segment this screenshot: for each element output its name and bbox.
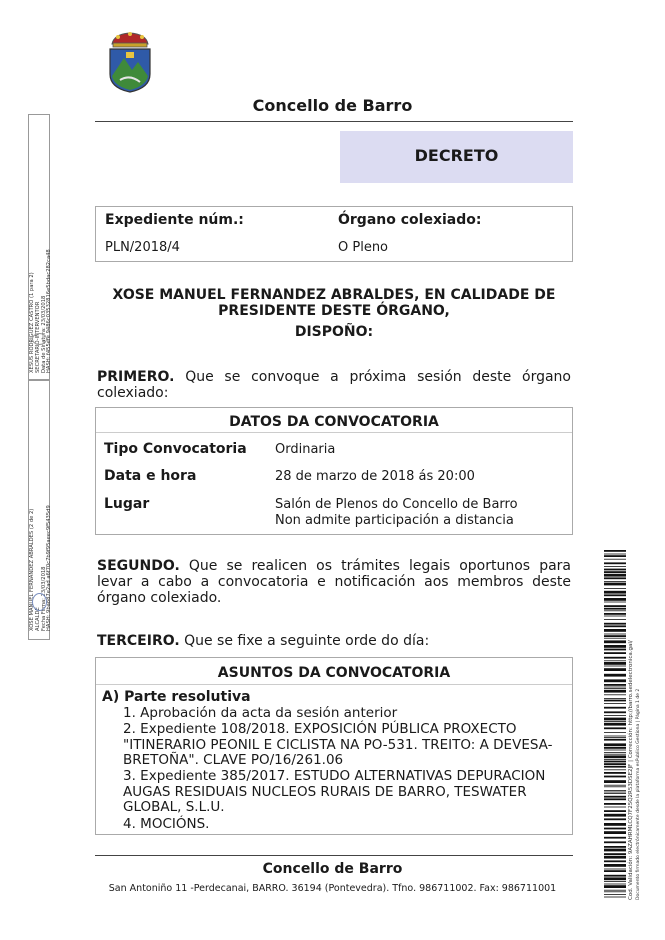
barcode-bar xyxy=(604,803,626,805)
sig2-date: Fecha Firma: 23/03/2018 xyxy=(41,566,47,631)
barcode-bar xyxy=(604,588,626,589)
header-divider xyxy=(95,121,573,122)
barcode-bar xyxy=(604,629,626,632)
barcode-bar xyxy=(604,598,626,601)
barcode-bar xyxy=(604,566,626,567)
barcode-bar xyxy=(604,790,626,791)
barcode-bar xyxy=(604,594,626,596)
barcode-bar xyxy=(604,649,626,651)
barcode-bar xyxy=(604,555,626,557)
barcode-bar xyxy=(604,562,626,564)
barcode-bar xyxy=(604,698,626,699)
barcode-bar xyxy=(604,891,626,892)
barcode-bar xyxy=(604,571,626,573)
barcode-bar xyxy=(604,856,626,859)
barcode-bar xyxy=(604,652,626,654)
barcode-bar xyxy=(604,759,626,760)
barcode-bar xyxy=(604,890,626,891)
barcode-bar xyxy=(604,602,626,603)
barcode-bar xyxy=(604,853,626,855)
data-hora-label: Data e hora xyxy=(104,468,197,484)
validation-note: Documento firmado electrónicamente desde la plataforma esPublico Gestiona | Página 1 de 2 xyxy=(636,688,641,900)
asuntos-title: ASUNTOS DA CONVOCATORIA xyxy=(217,665,451,681)
agenda-item-4: 4. MOCIÓNS. xyxy=(123,816,210,832)
barcode-bar xyxy=(604,635,626,637)
sig2-role: ALCALDE xyxy=(35,607,41,631)
barcode-bar xyxy=(604,780,626,783)
barcode-bar xyxy=(604,761,626,763)
signature-box-2 xyxy=(28,380,50,640)
barcode-bar xyxy=(604,849,626,852)
barcode-bar xyxy=(604,796,626,798)
segundo-paragraph xyxy=(97,558,571,606)
barcode-bar xyxy=(604,885,626,888)
sig2-hash: HASH: 9ba887e2ad a6f70c7b9f95aeec9f5435d9 xyxy=(46,505,52,631)
barcode-icon xyxy=(604,550,626,900)
barcode-bar xyxy=(604,700,626,702)
convocatoria-divider xyxy=(96,432,572,433)
header-title: Concello de Barro xyxy=(252,96,413,115)
validation-code: Cod. Validación: 9AZAHRMLCQ7F25Q2R53DSE2JF | Corrección: http://barro.sedelectronica.gal/ xyxy=(628,640,634,900)
barcode-bar xyxy=(604,750,626,751)
primero-paragraph xyxy=(97,369,571,401)
agenda-item-3: 3. Expediente 385/2017. ESTUDO ALTERNATIVAS DEPURACION AUGAS RESIDUAIS NUCLEOS RURAIS DE BARRO, TESWATER GLOBAL, S.L.U. xyxy=(123,768,546,815)
barcode-bar xyxy=(604,569,626,571)
expediente-value: PLN/2018/4 xyxy=(105,240,180,255)
barcode-bar xyxy=(604,736,626,737)
asuntos-section-heading: A) Parte resolutiva xyxy=(102,689,251,705)
tercero-heading: TERCEIRO. xyxy=(97,633,180,649)
primero-heading: PRIMERO. xyxy=(97,369,175,385)
barcode-bar xyxy=(604,694,626,695)
barcode-bar xyxy=(604,623,626,625)
barcode-bar xyxy=(604,638,626,639)
barcode-bar xyxy=(604,662,626,665)
barcode-bar xyxy=(604,619,626,620)
barcode-bar xyxy=(604,581,626,582)
barcode-bar xyxy=(604,559,626,560)
barcode-bar xyxy=(604,828,626,830)
barcode-bar xyxy=(604,785,626,786)
barcode-bar xyxy=(604,807,626,808)
barcode-bar xyxy=(604,711,626,713)
barcode-bar xyxy=(604,737,626,738)
barcode-bar xyxy=(604,577,626,579)
barcode-bar xyxy=(604,634,626,635)
barcode-bar xyxy=(604,793,626,794)
organ-label: Órgano colexiado: xyxy=(338,212,482,228)
barcode-bar xyxy=(604,721,626,722)
barcode-bar xyxy=(604,875,626,877)
barcode-bar xyxy=(604,772,626,774)
barcode-bar xyxy=(604,674,626,677)
barcode-bar xyxy=(604,732,626,733)
barcode-bar xyxy=(604,776,626,778)
expediente-table xyxy=(95,206,573,262)
sig1-role: SECRETARIO-INTERVENTOR xyxy=(35,301,41,373)
barcode-bar xyxy=(604,766,626,768)
lugar-value: Salón de Plenos do Concello de Barro xyxy=(275,497,518,512)
barcode-bar xyxy=(604,763,626,765)
barcode-bar xyxy=(604,860,626,862)
barcode-bar xyxy=(604,831,626,834)
barcode-bar xyxy=(604,823,626,826)
barcode-bar xyxy=(604,668,626,671)
lugar-note: Non admite participación a distancia xyxy=(275,513,514,528)
barcode-bar xyxy=(604,881,626,882)
sig1-seal-icon xyxy=(32,333,47,345)
barcode-bar xyxy=(604,818,626,820)
segundo-heading: SEGUNDO. xyxy=(97,558,180,574)
intro-line-2: PRESIDENTE DESTE ÓRGANO, xyxy=(218,303,450,319)
barcode-bar xyxy=(604,640,626,643)
sig1-date: Data de Sinatura: 23/03/2018 xyxy=(41,295,47,373)
barcode-bar xyxy=(604,752,626,753)
barcode-bar xyxy=(604,877,626,880)
disposes-heading: DISPOÑO: xyxy=(294,324,374,340)
barcode-bar xyxy=(604,769,626,770)
tipo-convocatoria-label: Tipo Convocatoria xyxy=(104,441,247,457)
barcode-bar xyxy=(604,884,626,885)
tercero-paragraph xyxy=(97,633,571,649)
barcode-bar xyxy=(604,894,626,895)
tercero-text: Que se fixe a seguinte orde do día: xyxy=(184,633,430,649)
barcode-bar xyxy=(604,739,626,741)
barcode-bar xyxy=(604,679,626,682)
barcode-bar xyxy=(604,583,626,586)
barcode-bar xyxy=(604,810,626,812)
sig2-seal-icon xyxy=(32,593,47,611)
primero-text: Que se convoque a próxima sesión deste órgano colexiado: xyxy=(97,369,571,401)
asuntos-divider xyxy=(96,684,572,685)
segundo-text: Que se realicen os trámites legais oportunos para levar a cabo a convocatoria e notificación aos membros deste órgano colexiado. xyxy=(97,558,571,606)
convocatoria-title: DATOS DA CONVOCATORIA xyxy=(229,414,439,430)
barcode-bar xyxy=(604,645,626,648)
barcode-bar xyxy=(604,574,626,577)
barcode-bar xyxy=(604,616,626,617)
barcode-bar xyxy=(604,605,626,607)
barcode-bar xyxy=(604,718,626,721)
document-type-title: DECRETO xyxy=(414,146,499,165)
barcode-bar xyxy=(604,608,626,610)
barcode-bar xyxy=(604,786,626,787)
barcode-bar xyxy=(604,690,626,693)
sig1-hash: HASH: f455efe 9486c03532816e5bdac282ca48 xyxy=(46,249,52,373)
barcode-bar xyxy=(604,798,626,800)
data-hora-value: 28 de marzo de 2018 ás 20:00 xyxy=(275,469,475,484)
barcode-bar xyxy=(604,727,626,729)
barcode-bar xyxy=(604,747,626,749)
tipo-convocatoria-value: Ordinaria xyxy=(275,442,336,457)
lugar-label: Lugar xyxy=(104,496,150,512)
barcode-bar xyxy=(604,688,626,689)
footer-divider xyxy=(95,855,573,856)
barcode-bar xyxy=(604,703,626,704)
intro-line-1: XOSE MANUEL FERNANDEZ ABRALDES, EN CALIDADE DE xyxy=(112,287,556,303)
barcode-bar xyxy=(604,743,626,746)
agenda-item-2: 2. Expediente 108/2018. EXPOSICIÓN PÚBLICA PROXECTO "ITINERARIO PEONIL E CICLISTA NA PO-531. TREITO: A DEVESA-BRETOÑA". CLAVE PO/16/261.06 xyxy=(123,721,553,768)
barcode-bar xyxy=(604,591,626,594)
barcode-bar xyxy=(604,869,626,870)
barcode-bar xyxy=(604,864,626,867)
barcode-bar xyxy=(604,613,626,615)
footer-address: San Antoniño 11 -Perdecanai, BARRO. 36194 (Pontevedra). Tfno. 986711002. Fax: 986711001 xyxy=(108,883,557,894)
organ-value: O Pleno xyxy=(338,240,389,255)
barcode-bar xyxy=(604,870,626,872)
signature-box-1 xyxy=(28,114,50,380)
barcode-bar xyxy=(604,707,626,709)
expediente-label: Expediente núm.: xyxy=(105,212,244,228)
barcode-bar xyxy=(604,837,626,839)
barcode-bar xyxy=(604,814,626,817)
barcode-bar xyxy=(604,610,626,611)
barcode-bar xyxy=(604,754,626,755)
barcode-bar xyxy=(604,554,626,555)
barcode-bar xyxy=(604,657,626,659)
barcode-bar xyxy=(604,550,626,552)
footer-title: Concello de Barro xyxy=(262,861,403,877)
sig1-name: XESUS RODRIGUEZ CASTRO (1 para 2) xyxy=(29,272,35,373)
convocatoria-table xyxy=(95,407,573,535)
barcode-bar xyxy=(604,723,626,726)
barcode-bar xyxy=(604,666,626,667)
barcode-bar xyxy=(604,841,626,843)
barcode-bar xyxy=(604,792,626,793)
barcode-bar xyxy=(604,846,626,848)
barcode-bar xyxy=(604,660,626,661)
barcode-bar xyxy=(604,687,626,688)
barcode-bar xyxy=(604,897,626,898)
municipal-crest-icon xyxy=(106,30,154,94)
agenda-item-1: 1. Aprobación da acta da sesión anterior xyxy=(123,705,398,721)
barcode-bar xyxy=(604,684,626,686)
barcode-bar xyxy=(604,715,626,716)
sig2-name: XOSE MANUEL FERNANDEZ ABRALDES (2 de 2) xyxy=(29,508,35,631)
barcode-bar xyxy=(604,755,626,758)
barcode-bar xyxy=(604,625,626,627)
